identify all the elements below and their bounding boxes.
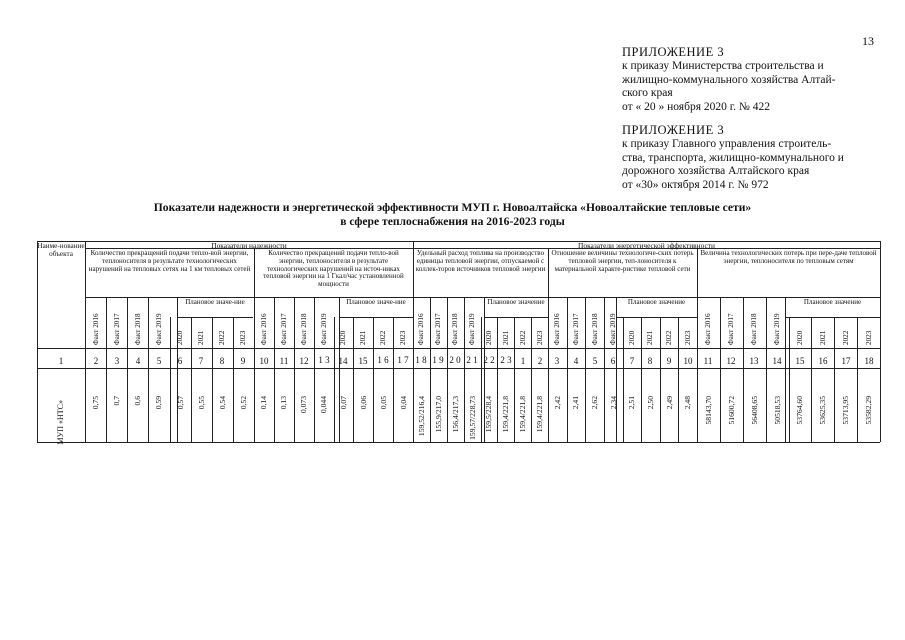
table-rule <box>616 317 697 318</box>
year-column-header: 2022 <box>665 330 673 345</box>
year-column-header: 2023 <box>865 330 873 345</box>
table-rule <box>430 297 431 442</box>
table-rule <box>37 368 880 369</box>
table-rule <box>334 317 335 442</box>
column-number: 6 <box>177 356 183 366</box>
indicator-value: 0,044 <box>319 396 328 414</box>
column-number: 10 <box>259 356 269 366</box>
appendix-heading: ПРИЛОЖЕНИЕ 3 <box>622 45 725 59</box>
table-rule <box>514 317 515 442</box>
year-column-header: Факт 2019 <box>155 313 163 345</box>
plan-value-header: Плановое значение <box>627 299 686 306</box>
indicator-value: 0,073 <box>299 396 308 414</box>
plan-value-header: Плановое значение <box>487 299 545 306</box>
indicator-value: 2,34 <box>609 396 618 410</box>
plan-value-header: Плановое значе-ние <box>185 299 245 306</box>
column-number: 9 <box>240 356 246 366</box>
column-number: 1 <box>520 356 526 366</box>
indicator-value: 2,41 <box>571 396 580 410</box>
table-rule <box>720 297 721 442</box>
efficiency-header: Показатели энергетической эффективности <box>578 242 715 250</box>
table-rule <box>37 348 880 349</box>
table-rule <box>37 442 880 443</box>
column-number: 1 8 <box>415 355 427 365</box>
year-column-header: Факт 2017 <box>572 313 580 345</box>
table-rule <box>464 297 465 442</box>
column-number: 2 3 <box>500 355 512 365</box>
column-number: 15 <box>795 356 805 366</box>
indicator-value: 0,7 <box>112 396 121 406</box>
year-column-header: Факт 2018 <box>134 313 142 345</box>
table-rule <box>766 297 767 442</box>
indicator-value: 2,48 <box>683 396 692 410</box>
plan-value-header: Плановое значение <box>803 299 862 306</box>
table-rule <box>531 317 532 442</box>
indicator-value: 53764,60 <box>795 396 804 425</box>
table-rule <box>254 297 413 298</box>
indicator-value: 159,4/221,8 <box>535 396 544 433</box>
indicator-value: 0,59 <box>154 396 163 410</box>
table-rule <box>177 317 253 318</box>
year-column-header: Факт 2016 <box>417 313 425 345</box>
table-rule <box>548 297 697 298</box>
column-number: 5 <box>156 356 162 366</box>
plan-value-header: Плановое значе-ние <box>346 299 406 306</box>
column-number: 8 <box>219 356 225 366</box>
column-number: 4 <box>573 356 579 366</box>
column-number: 5 <box>592 356 598 366</box>
table-rule <box>616 297 617 442</box>
year-column-header: 2020 <box>339 330 347 345</box>
indicator-value: 2,49 <box>665 396 674 410</box>
year-column-header: 2020 <box>796 330 804 345</box>
column-number: 1 9 <box>432 355 444 365</box>
appendix-line: ства, транспорта, жилищно-коммунального и <box>622 151 844 164</box>
table-rule <box>191 317 192 442</box>
column-number: 2 <box>93 356 99 366</box>
table-rule <box>339 297 340 442</box>
year-column-header: 2023 <box>239 330 247 345</box>
column-number: 4 <box>135 356 141 366</box>
year-column-header: Факт 2017 <box>280 313 288 345</box>
reliability-header: Показатели надежности <box>211 242 287 250</box>
year-column-header: Факт 2019 <box>320 313 328 345</box>
indicator-value: 53582,29 <box>864 396 873 425</box>
year-column-header: Факт 2017 <box>727 313 735 345</box>
column-number: 2 2 <box>483 355 495 365</box>
column-number: 11 <box>703 356 713 366</box>
year-column-header: Факт 2019 <box>773 313 781 345</box>
column-number: 18 <box>864 356 874 366</box>
indicator-value: 2,51 <box>627 396 636 410</box>
table-rule <box>660 317 661 442</box>
appendix-line: от « 20 » ноября 2020 г. № 422 <box>622 101 771 114</box>
table-rule <box>604 297 605 442</box>
indicator-value: 53625,35 <box>818 396 827 425</box>
table-rule <box>106 297 107 442</box>
indicator-value: 2,50 <box>646 396 655 410</box>
indicator-group-title: Количество прекращений подачи тепло-вой энергии, теплоносителя в результате технологических нарушений на источ-никах тепловой энергии на 1 Гкал/час установленной мощности <box>263 250 404 289</box>
column-number: 11 <box>279 356 289 366</box>
year-column-header: 2021 <box>819 330 827 345</box>
year-column-header: Факт 2019 <box>468 313 476 345</box>
column-number: 14 <box>338 356 348 366</box>
document-title <box>60 201 845 228</box>
indicator-value: 50518,53 <box>773 396 782 425</box>
indicator-value: 0,13 <box>279 396 288 410</box>
indicator-value: 0,75 <box>91 396 100 410</box>
year-column-header: 2021 <box>502 330 510 345</box>
indicator-value: 56408,65 <box>750 396 759 425</box>
year-column-header: Факт 2017 <box>113 313 121 345</box>
table-rule <box>678 317 679 442</box>
indicator-value: 0,04 <box>399 396 408 410</box>
indicator-value: 0,05 <box>379 396 388 410</box>
year-column-header: Факт 2016 <box>92 313 100 345</box>
column-number: 12 <box>726 356 736 366</box>
indicator-value: 159,57/228,73 <box>468 396 477 440</box>
year-column-header: 2022 <box>842 330 850 345</box>
indicator-value: 51600,72 <box>727 396 736 425</box>
column-number: 2 0 <box>449 355 461 365</box>
table-rule <box>353 317 354 442</box>
column-number: 1 6 <box>377 355 389 365</box>
indicator-group-title: Удельный расход топлива на производство единицы тепловой энергии, отпускаемой с коллек-торов источников тепловой энергии <box>415 250 546 273</box>
year-column-header: Факт 2019 <box>609 313 617 345</box>
year-column-header: 2021 <box>359 330 367 345</box>
column-number: 3 <box>114 356 120 366</box>
indicator-value: 0,14 <box>259 396 268 410</box>
indicator-value: 159,52/216,4 <box>417 396 426 437</box>
column-number: 3 <box>554 356 560 366</box>
year-column-header: 2023 <box>399 330 407 345</box>
column-number: 2 <box>537 356 543 366</box>
indicator-value: 0,52 <box>239 396 248 410</box>
table-rule <box>85 248 86 442</box>
year-column-header: 2021 <box>197 330 205 345</box>
table-rule <box>373 317 374 442</box>
table-rule <box>294 297 295 442</box>
table-rule <box>447 297 448 442</box>
table-rule <box>585 297 586 442</box>
table-rule <box>177 297 178 442</box>
indicator-value: 0,06 <box>359 396 368 410</box>
indicator-value: 159,4/221,8 <box>518 396 527 433</box>
table-rule <box>743 297 744 442</box>
year-column-header: 2020 <box>176 330 184 345</box>
year-column-header: Факт 2018 <box>750 313 758 345</box>
object-name-header: Наиме-нование объекта <box>37 243 85 258</box>
year-column-header: 2022 <box>218 330 226 345</box>
appendix-block-2020 <box>622 46 880 115</box>
year-column-header: 2020 <box>628 330 636 345</box>
year-column-header: Факт 2016 <box>553 313 561 345</box>
indicator-value: 159,5/228,4 <box>484 396 493 433</box>
appendix-line: к приказу Министерства строительства и <box>622 59 824 72</box>
table-rule <box>37 241 38 442</box>
appendix-heading: ПРИЛОЖЕНИЕ 3 <box>622 123 725 137</box>
appendix-line: жилищно-коммунального хозяйства Алтай- <box>622 73 836 86</box>
appendix-line: дорожного хозяйства Алтайского края <box>622 165 810 178</box>
table-rule <box>789 317 790 442</box>
table-rule <box>880 241 881 442</box>
indicator-value: 0,07 <box>339 396 348 410</box>
table-rule <box>497 317 498 442</box>
table-rule <box>484 297 485 442</box>
table-rule <box>567 297 568 442</box>
page-number: 13 <box>862 34 874 48</box>
table-rule <box>127 297 128 442</box>
column-number: 13 <box>749 356 759 366</box>
indicator-value: 155,9/217,0 <box>434 396 443 433</box>
table-rule <box>623 317 624 442</box>
table-rule <box>484 317 548 318</box>
column-number: 1 7 <box>397 355 409 365</box>
year-column-header: Факт 2018 <box>300 313 308 345</box>
year-column-header: Факт 2016 <box>260 313 268 345</box>
column-number: 15 <box>358 356 368 366</box>
year-column-header: Факт 2018 <box>451 313 459 345</box>
indicator-value: 0,55 <box>197 396 206 410</box>
indicator-value: 53713,95 <box>841 396 850 425</box>
table-rule <box>274 297 275 442</box>
column-number: 12 <box>299 356 309 366</box>
title-line: в сфере теплоснабжения на 2016-2023 годы <box>340 214 565 228</box>
column-number: 8 <box>647 356 653 366</box>
indicator-value: 0,54 <box>218 396 227 410</box>
table-rule <box>314 297 315 442</box>
column-number: 1 <box>58 356 64 366</box>
table-rule <box>857 317 858 442</box>
table-rule <box>85 297 254 298</box>
table-rule <box>697 297 880 298</box>
column-number: 10 <box>683 356 693 366</box>
year-column-header: Факт 2017 <box>434 313 442 345</box>
table-rule <box>834 317 835 442</box>
table-rule <box>254 248 255 442</box>
table-rule <box>413 297 548 298</box>
indicator-value: 2,42 <box>553 396 562 410</box>
year-column-header: 2020 <box>485 330 493 345</box>
column-number: 9 <box>666 356 672 366</box>
table-rule <box>339 317 413 318</box>
column-number: 7 <box>629 356 635 366</box>
table-rule <box>212 317 213 442</box>
title-line: Показатели надежности и энергетической эффективности МУП г. Новоалтайска «Новоалтайские тепловые сети» <box>153 201 752 214</box>
column-number: 7 <box>198 356 204 366</box>
indicator-value: 2,62 <box>590 396 599 410</box>
column-number: 14 <box>772 356 782 366</box>
column-number: 1 3 <box>318 355 330 365</box>
table-rule <box>785 317 880 318</box>
appendix-line: от «30» октября 2014 г. № 972 <box>622 179 769 192</box>
year-column-header: Факт 2016 <box>704 313 712 345</box>
year-column-header: 2022 <box>379 330 387 345</box>
table-rule <box>148 297 149 442</box>
table-rule <box>785 297 786 442</box>
appendix-line: ского края <box>622 87 673 100</box>
appendix-line: к приказу Главного управления строитель- <box>622 137 832 150</box>
year-column-header: 2023 <box>536 330 544 345</box>
indicator-value: 156,4/217,3 <box>451 396 460 433</box>
column-number: 6 <box>610 356 616 366</box>
column-number: 2 1 <box>466 355 478 365</box>
year-column-header: 2022 <box>519 330 527 345</box>
indicator-value: 0,57 <box>176 396 185 410</box>
column-number: 17 <box>841 356 851 366</box>
year-column-header: 2023 <box>684 330 692 345</box>
table-rule <box>548 248 549 442</box>
table-rule <box>233 317 234 442</box>
year-column-header: Факт 2018 <box>591 313 599 345</box>
table-rule <box>697 248 698 442</box>
table-rule <box>413 241 414 442</box>
indicator-value: 58143,70 <box>704 396 713 425</box>
table-rule <box>170 317 171 442</box>
indicator-group-title: Величина технологических потерь при пере-даче тепловой энергии, теплоносителя по тепловым сетям <box>700 250 877 265</box>
appendix-block-2014 <box>622 124 880 193</box>
column-number: 16 <box>818 356 828 366</box>
indicator-value: 159,4/221,8 <box>501 396 510 433</box>
year-column-header: 2021 <box>646 330 654 345</box>
table-rule <box>481 317 482 442</box>
indicator-value: 0,6 <box>133 396 142 406</box>
indicator-group-title: Отношение величины технологиче-ских потерь тепловой энергии, теп-лоносителя к материальной характе-ристике тепловой сети <box>551 250 694 273</box>
table-rule <box>811 317 812 442</box>
table-rule <box>641 317 642 442</box>
object-name: МУП «НТС» <box>56 400 65 445</box>
indicator-group-title: Количество прекращений подачи тепло-вой энергии, теплоносителя в результате технологических нарушений на тепловых сетях на 1 км тепловых сетей <box>88 250 251 273</box>
table-rule <box>393 317 394 442</box>
